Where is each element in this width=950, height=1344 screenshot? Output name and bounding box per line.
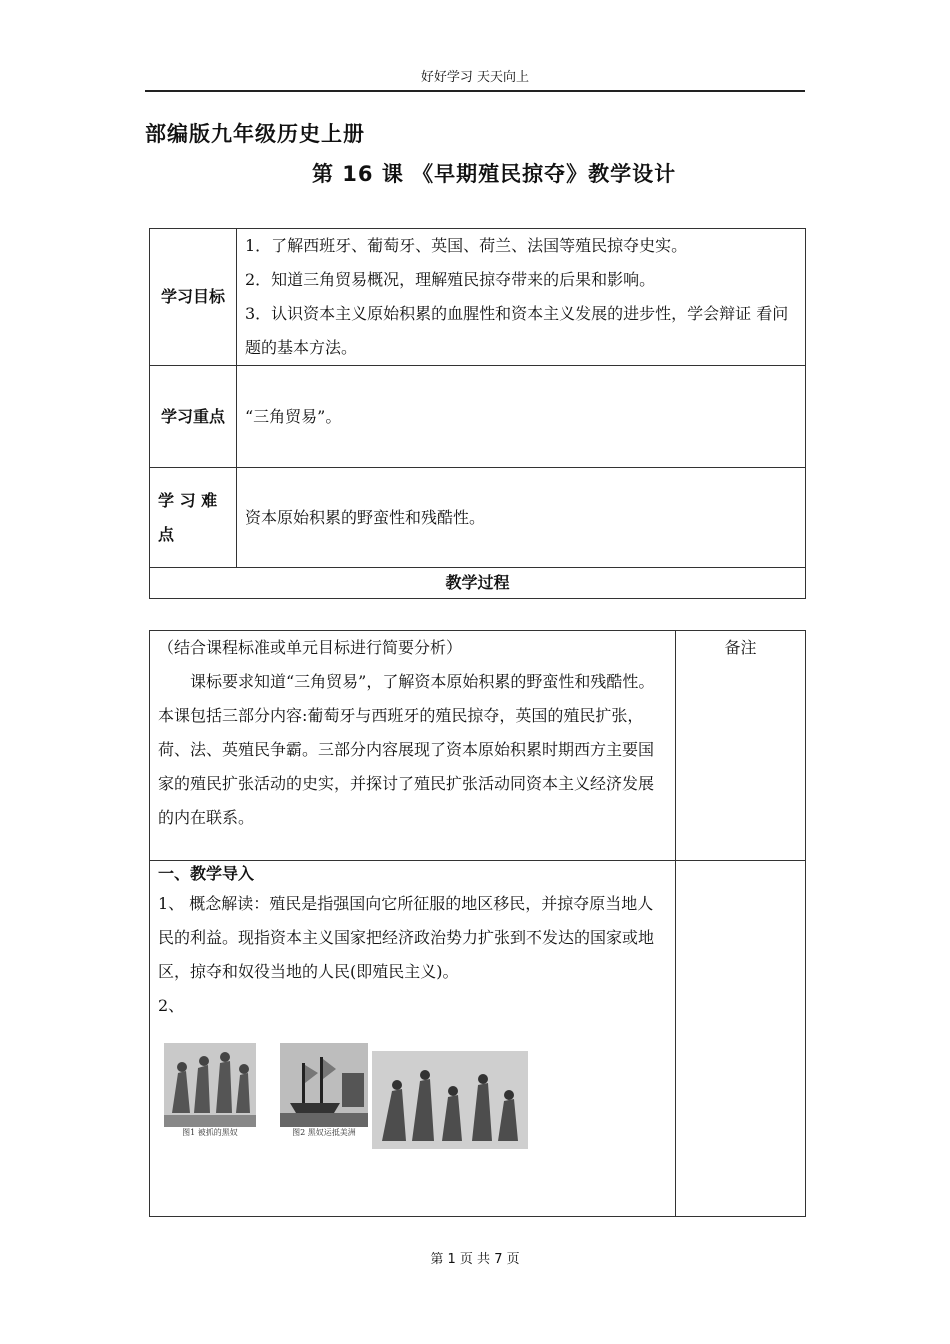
figure-caption: 图1 被抓的黑奴 bbox=[164, 1127, 256, 1139]
intro-item: 1、 概念解读：殖民是指强国向它所征服的地区移民，并掠夺原当地人民的利益。现指资本主义国家把经济政治势力扩张到不发达的国家或地区，掠夺和奴役当地的人民(即殖民主义)。 bbox=[158, 894, 655, 981]
notes-header: 备注 bbox=[676, 631, 806, 861]
objectives-label: 学习目标 bbox=[150, 229, 237, 366]
intro-heading: 一、教学导入 bbox=[158, 864, 255, 883]
colonists-illustration-icon bbox=[372, 1051, 528, 1149]
key-point-row bbox=[150, 366, 806, 468]
difficulty-label: 学 习 难点 bbox=[150, 468, 237, 568]
figure-colonists-scene bbox=[372, 1051, 528, 1149]
slaves-illustration-icon bbox=[164, 1043, 256, 1127]
key-point-content bbox=[237, 366, 806, 468]
key-point-label: 学习重点 bbox=[150, 366, 237, 468]
analysis-paragraph: 本课包括三部分内容:葡萄牙与西班牙的殖民掠夺，英国的殖民扩张，荷、法、英殖民争霸。三部分内容展现了资本原始积累时期西方主要国家的殖民扩张活动的史实，并探讨了殖民扩张活动同资本主义经济发展的内在联系。 bbox=[158, 706, 655, 827]
objectives-table bbox=[149, 228, 806, 599]
document-title: 部编版九年级历史上册 bbox=[145, 122, 365, 146]
analysis-row bbox=[150, 631, 806, 861]
analysis-paragraph: 课标要求知道“三角贸易”，了解资本原始积累的野蛮性和残酷性。 bbox=[190, 672, 655, 691]
ship-illustration-icon bbox=[280, 1043, 368, 1127]
figure-captured-slaves bbox=[164, 1043, 256, 1139]
page-footer: 第 1 页 共 7 页 bbox=[430, 1252, 520, 1267]
process-heading: 教学过程 bbox=[150, 568, 806, 599]
objectives-row bbox=[150, 229, 806, 366]
key-point-text: “三角贸易”。 bbox=[245, 406, 342, 426]
analysis-content bbox=[150, 631, 676, 861]
analysis-heading: （结合课程标准或单元目标进行简要分析） bbox=[158, 638, 463, 657]
process-table bbox=[149, 630, 806, 1217]
objectives-content bbox=[237, 229, 806, 366]
objective-item: 3．认识资本主义原始积累的血腥性和资本主义发展的进步性，学会辩证 看问题的基本方法。 bbox=[245, 304, 789, 357]
difficulty-row bbox=[150, 468, 806, 568]
objective-item: 1．了解西班牙、葡萄牙、英国、荷兰、法国等殖民掠夺史实。 bbox=[245, 236, 688, 255]
difficulty-text: 资本原始积累的野蛮性和残酷性。 bbox=[245, 507, 486, 527]
intro-item: 2、 bbox=[158, 996, 185, 1015]
notes-cell bbox=[676, 861, 806, 1217]
lesson-title: 第 16 课 《早期殖民掠夺》教学设计 bbox=[312, 162, 677, 186]
figure-caption: 图2 黑奴运抵美洲 bbox=[280, 1127, 368, 1139]
difficulty-content bbox=[237, 468, 806, 568]
objective-item: 2．知道三角贸易概况，理解殖民掠夺带来的后果和影响。 bbox=[245, 270, 656, 289]
figure-ship-arrival bbox=[280, 1043, 368, 1139]
page-header: 好好学习 天天向上 bbox=[145, 68, 805, 92]
intro-row bbox=[150, 861, 806, 1217]
intro-content bbox=[150, 861, 676, 1217]
figure-group bbox=[158, 1033, 667, 1153]
